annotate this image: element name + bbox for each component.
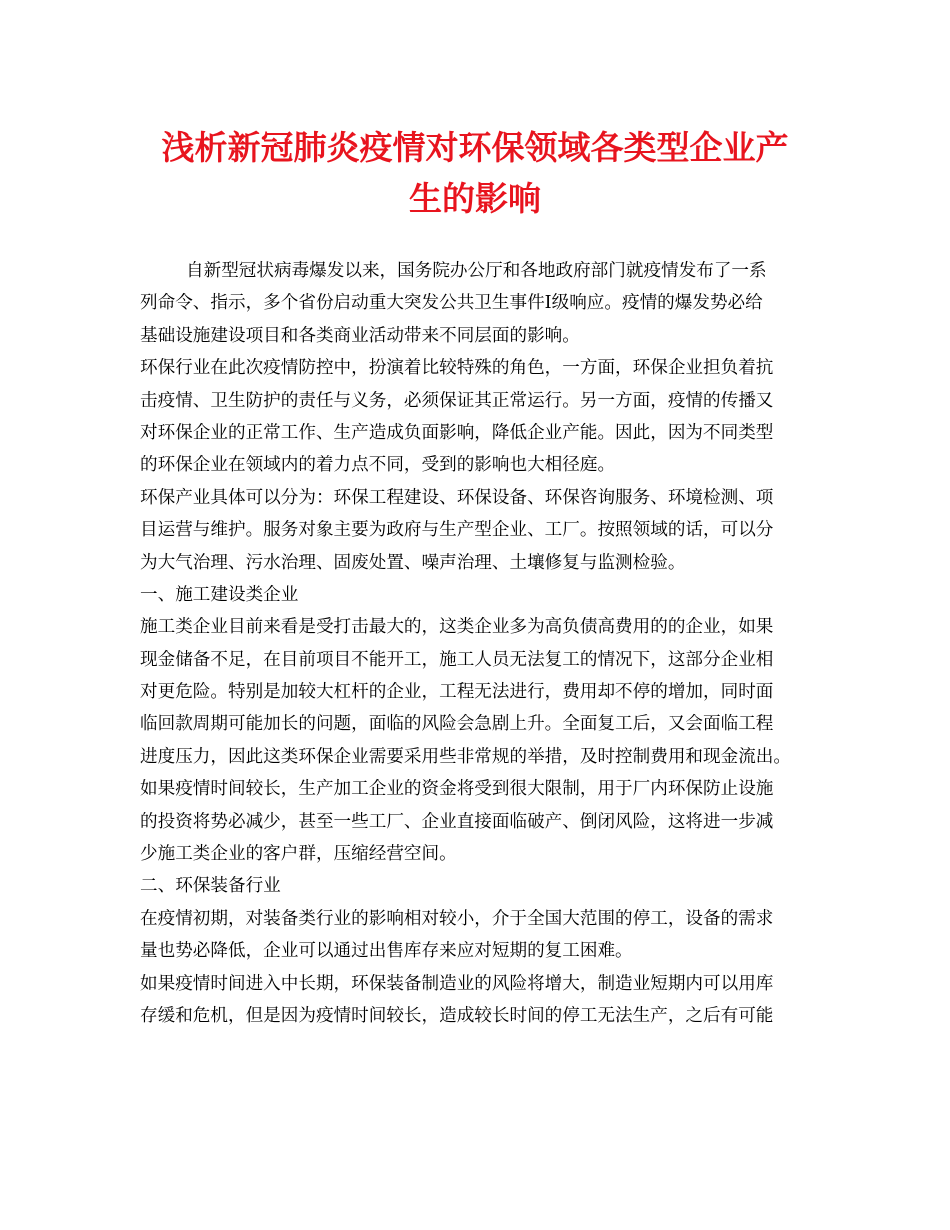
paragraph-line: 自新型冠状病毒爆发以来，国务院办公厅和各地政府部门就疫情发布了一系	[186, 261, 767, 281]
title-line: 生的影响	[409, 179, 541, 218]
paragraph-line: 存缓和危机，但是因为疫情时间较长，造成较长时间的停工无法生产，之后有可能	[140, 1005, 774, 1026]
paragraph-line: 如果疫情时间较长，生产加工企业的资金将受到很大限制，用于厂内环保防止设施	[140, 779, 774, 800]
paragraph-line: 少施工类企业的客户群，压缩经营空间。	[140, 844, 457, 865]
title-line: 浅析新冠肺炎疫情对环保领域各类型企业产	[161, 128, 789, 167]
paragraph-line: 基础设施建设项目和各类商业活动带来不同层面的影响。	[140, 325, 580, 346]
document-body	[140, 255, 820, 1032]
document-title	[120, 122, 830, 224]
paragraph-line: 的环保企业在领域内的着力点不同，受到的影响也大相径庭。	[140, 455, 616, 476]
paragraph-line: 现金储备不足，在目前项目不能开工，施工人员无法复工的情况下，这部分企业相	[140, 649, 774, 670]
paragraph-line: 量也势必降低，企业可以通过出售库存来应对短期的复工困难。	[140, 941, 633, 962]
section-heading: 一、施工建设类企业	[140, 584, 299, 605]
paragraph-line: 临回款周期可能加长的问题，面临的风险会急剧上升。全面复工后，又会面临工程	[140, 714, 774, 735]
paragraph-line: 施工类企业目前来看是受打击最大的，这类企业多为高负债高费用的的企业，如果	[140, 617, 774, 638]
section-heading: 二、环保装备行业	[140, 876, 281, 897]
paragraph-line: 对更危险。特别是加较大杠杆的企业，工程无法进行，费用却不停的增加，同时面	[140, 682, 774, 703]
paragraph-line: 的投资将势必减少，甚至一些工厂、企业直接面临破产、倒闭风险，这将进一步减	[140, 811, 774, 832]
paragraph-line: 对环保企业的正常工作、生产造成负面影响，降低企业产能。因此，因为不同类型	[140, 422, 774, 443]
paragraph-line: 击疫情、卫生防护的责任与义务，必须保证其正常运行。另一方面，疫情的传播又	[140, 390, 774, 411]
paragraph-line: 环保产业具体可以分为：环保工程建设、环保设备、环保咨询服务、环境检测、项	[140, 487, 774, 508]
paragraph-line: 环保行业在此次疫情防控中，扮演着比较特殊的角色，一方面，环保企业担负着抗	[140, 358, 774, 379]
paragraph-line: 列命令、指示，多个省份启动重大突发公共卫生事件Ⅰ级响应。疫情的爆发势必给	[140, 293, 763, 314]
paragraph-line: 进度压力，因此这类环保企业需要采用些非常规的举措，及时控制费用和现金流出。	[140, 746, 791, 767]
paragraph-line: 为大气治理、污水治理、固废处置、噪声治理、土壤修复与监测检验。	[140, 552, 686, 573]
paragraph-line: 目运营与维护。服务对象主要为政府与生产型企业、工厂。按照领域的话，可以分	[140, 520, 774, 541]
paragraph-line: 如果疫情时间进入中长期，环保装备制造业的风险将增大，制造业短期内可以用库	[140, 973, 774, 994]
paragraph-line: 在疫情初期，对装备类行业的影响相对较小，介于全国大范围的停工，设备的需求	[140, 908, 774, 929]
